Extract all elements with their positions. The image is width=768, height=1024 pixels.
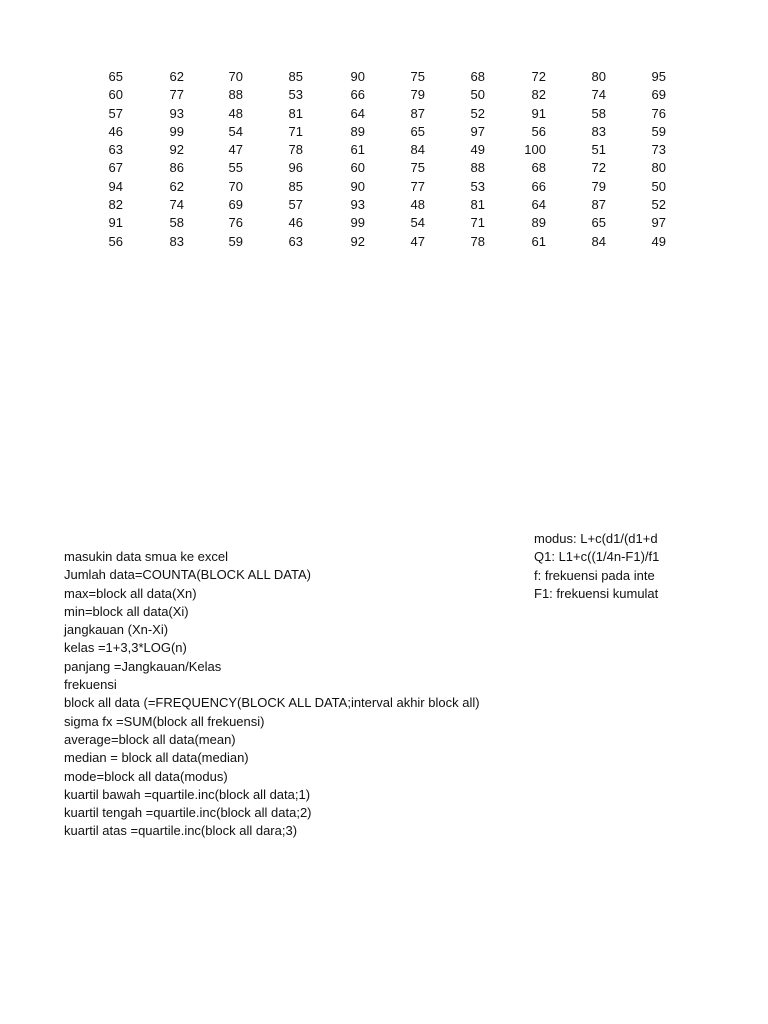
table-cell: 61 <box>350 142 365 158</box>
instruction-line: Jumlah data=COUNTA(BLOCK ALL DATA) <box>64 567 311 583</box>
instruction-notes <box>64 548 480 841</box>
table-cell: 72 <box>531 69 546 84</box>
table-cell: 89 <box>350 123 365 139</box>
table-cell: 46 <box>288 215 303 231</box>
table-cell: 87 <box>410 105 425 121</box>
instruction-line: kuartil atas =quartile.inc(block all dara;3) <box>64 823 298 839</box>
instruction-line: masukin data smua ke excel <box>64 549 229 564</box>
table-cell: 80 <box>591 69 606 84</box>
table-cell: 92 <box>169 142 184 158</box>
table-cell: 85 <box>288 178 303 194</box>
table-cell: 93 <box>350 197 365 213</box>
table-cell: 70 <box>228 178 243 194</box>
table-cell: 57 <box>108 105 123 121</box>
table-cell: 99 <box>350 215 365 231</box>
instruction-line: max=block all data(Xn) <box>64 585 197 601</box>
table-cell: 77 <box>410 178 425 194</box>
table-cell: 68 <box>470 69 485 84</box>
table-cell: 63 <box>108 142 123 158</box>
formula-line: modus: L+c(d1/(d1+d <box>534 531 658 546</box>
instruction-line: panjang =Jangkauan/Kelas <box>64 658 222 674</box>
table-cell: 71 <box>470 215 485 231</box>
table-cell: 59 <box>651 123 666 139</box>
table-cell: 87 <box>591 197 606 213</box>
table-cell: 100 <box>524 142 546 158</box>
table-cell: 69 <box>228 197 243 213</box>
table-cell: 53 <box>288 87 303 103</box>
table-cell: 88 <box>470 160 485 176</box>
table-cell: 93 <box>169 105 184 121</box>
table-cell: 62 <box>169 178 184 194</box>
table-cell: 62 <box>169 69 184 84</box>
table-cell: 79 <box>591 178 606 194</box>
table-cell: 48 <box>228 105 243 121</box>
table-cell: 91 <box>108 215 123 231</box>
table-cell: 81 <box>470 197 485 213</box>
table-cell: 96 <box>288 160 303 176</box>
table-cell: 95 <box>651 69 666 84</box>
table-cell: 58 <box>169 215 184 231</box>
table-cell: 71 <box>288 123 303 139</box>
formula-line: Q1: L1+c((1/4n-F1)/f1 <box>534 549 660 565</box>
formula-line: f: frekuensi pada inte <box>534 567 655 583</box>
instruction-line: frekuensi <box>64 677 117 693</box>
table-cell: 47 <box>410 233 425 249</box>
instruction-line: average=block all data(mean) <box>64 731 236 747</box>
table-cell: 92 <box>350 233 365 249</box>
table-cell: 54 <box>228 123 243 139</box>
table-cell: 90 <box>350 178 365 194</box>
table-cell: 47 <box>228 142 243 158</box>
table-cell: 88 <box>228 87 243 103</box>
table-cell: 78 <box>470 233 485 249</box>
table-cell: 94 <box>108 178 123 194</box>
table-cell: 75 <box>410 69 425 84</box>
table-cell: 83 <box>591 123 606 139</box>
instruction-line: median = block all data(median) <box>64 750 249 766</box>
table-cell: 78 <box>288 142 303 158</box>
table-cell: 46 <box>108 123 123 139</box>
table-cell: 64 <box>350 105 365 121</box>
table-cell: 72 <box>591 160 606 176</box>
table-cell: 83 <box>169 233 184 249</box>
table-cell: 75 <box>410 160 425 176</box>
table-cell: 76 <box>228 215 243 231</box>
table-cell: 86 <box>169 160 184 176</box>
table-cell: 68 <box>531 160 546 176</box>
table-cell: 74 <box>591 87 606 103</box>
table-cell: 81 <box>288 105 303 121</box>
table-cell: 97 <box>651 215 666 231</box>
table-cell: 60 <box>108 87 123 103</box>
instruction-line: mode=block all data(modus) <box>64 768 228 784</box>
table-cell: 82 <box>531 87 546 103</box>
table-cell: 61 <box>531 233 546 249</box>
instruction-line: kuartil bawah =quartile.inc(block all data;1) <box>64 786 311 802</box>
table-cell: 84 <box>591 233 606 249</box>
table-cell: 66 <box>350 87 365 103</box>
formula-notes <box>534 530 668 603</box>
instruction-line: min=block all data(Xi) <box>64 603 189 619</box>
table-cell: 84 <box>410 142 425 158</box>
instruction-line: kelas =1+3,3*LOG(n) <box>64 640 187 656</box>
table-cell: 56 <box>108 233 123 249</box>
instruction-line: kuartil tengah =quartile.inc(block all data;2) <box>64 805 312 821</box>
table-cell: 57 <box>288 197 303 213</box>
instruction-line: block all data (=FREQUENCY(BLOCK ALL DATA;interval akhir block all) <box>64 695 480 711</box>
table-cell: 77 <box>169 87 184 103</box>
table-cell: 65 <box>591 215 606 231</box>
table-cell: 53 <box>470 178 485 194</box>
table-cell: 76 <box>651 105 666 121</box>
table-cell: 89 <box>531 215 546 231</box>
table-cell: 79 <box>410 87 425 103</box>
table-cell: 66 <box>531 178 546 194</box>
table-cell: 58 <box>591 105 606 121</box>
table-cell: 50 <box>470 87 485 103</box>
table-cell: 48 <box>410 197 425 213</box>
table-cell: 50 <box>651 178 666 194</box>
table-cell: 65 <box>108 69 123 84</box>
table-cell: 49 <box>470 142 485 158</box>
table-cell: 69 <box>651 87 666 103</box>
table-cell: 91 <box>531 105 546 121</box>
table-cell: 63 <box>288 233 303 249</box>
table-cell: 51 <box>591 142 606 158</box>
table-cell: 56 <box>531 123 546 139</box>
table-cell: 82 <box>108 197 123 213</box>
table-cell: 52 <box>470 105 485 121</box>
table-cell: 60 <box>350 160 365 176</box>
table-cell: 55 <box>228 160 243 176</box>
table-cell: 97 <box>470 123 485 139</box>
table-cell: 80 <box>651 160 666 176</box>
table-cell: 64 <box>531 197 546 213</box>
table-cell: 85 <box>288 69 303 84</box>
instruction-line: sigma fx =SUM(block all frekuensi) <box>64 713 265 729</box>
table-cell: 54 <box>410 215 425 231</box>
instruction-line: jangkauan (Xn-Xi) <box>64 622 169 638</box>
table-cell: 99 <box>169 123 184 139</box>
table-cell: 70 <box>228 69 243 84</box>
table-cell: 90 <box>350 69 365 84</box>
table-cell: 52 <box>651 197 666 213</box>
table-cell: 59 <box>228 233 243 249</box>
table-cell: 65 <box>410 123 425 139</box>
table-cell: 67 <box>108 160 123 176</box>
table-cell: 73 <box>651 142 666 158</box>
formula-line: F1: frekuensi kumulat <box>534 585 659 601</box>
table-cell: 74 <box>169 197 184 213</box>
table-cell: 49 <box>651 233 666 249</box>
